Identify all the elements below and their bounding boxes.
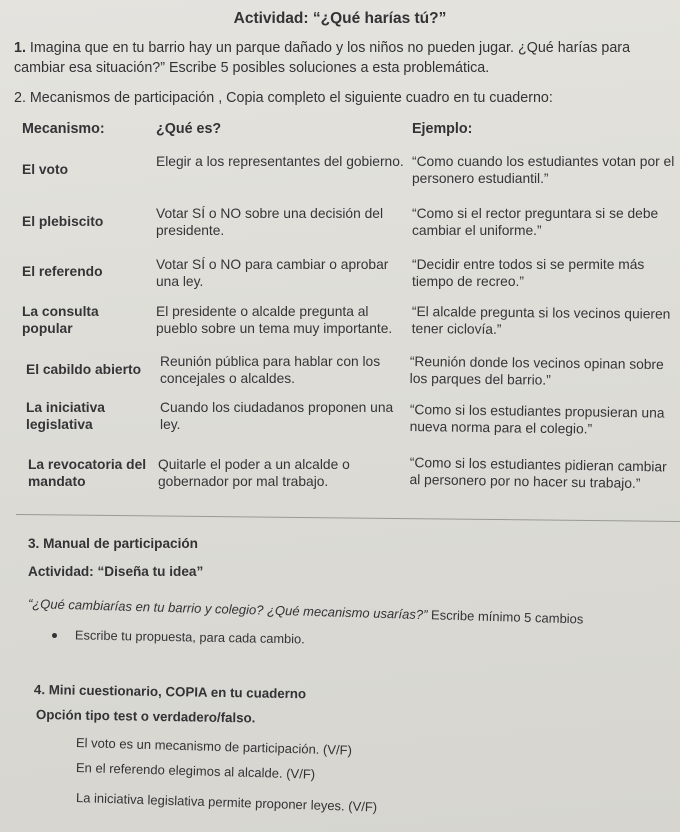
row-mechanism: La iniciativa legislativa	[26, 400, 105, 432]
bullet-dot-icon	[52, 633, 57, 638]
row-example: “Reunión donde los vecinos opinan sobre los parques del barrio.”	[409, 353, 664, 388]
row-mechanism: El voto	[22, 162, 68, 177]
item-2-text: 2. Mecanismos de participación , Copia completo el siguiente cuadro en tu cuaderno:	[14, 90, 553, 106]
row-example: “Como si los estudiantes propusieran una nueva norma para el colegio.”	[409, 401, 665, 437]
row-description: Quitarle el poder a un alcalde o gobernador por mal trabajo.	[158, 457, 350, 489]
section-4-heading: 4. Mini cuestionario, COPIA en tu cuaderno	[33, 682, 307, 702]
section-3-activity: Actividad: “Diseña tu idea”	[28, 564, 204, 579]
row-mechanism: El plebiscito	[22, 214, 104, 229]
list-item	[52, 627, 305, 646]
row-example: “Como cuando los estudiantes votan por el personero estudiantil.”	[412, 154, 675, 186]
header-example: Ejemplo:	[412, 121, 473, 137]
row-description: Reunión pública para hablar con los concejales o alcaldes.	[160, 354, 381, 386]
row-example: “Como si los estudiantes pidieran cambiar al personero por no hacer su trabajo.”	[409, 454, 667, 492]
row-description: Votar SÍ o NO para cambiar o aprobar una ley.	[156, 257, 389, 289]
section-3-instruction	[28, 596, 680, 629]
section-divider	[16, 514, 680, 522]
row-description: Elegir a los representantes del gobierno.	[156, 154, 404, 169]
row-description: El presidente o alcalde pregunta al pueblo sobre un tema muy importante.	[156, 304, 393, 336]
row-mechanism: La consulta popular	[22, 304, 99, 336]
item-1-text: Imagina que en tu barrio hay un parque dañado y los niños no pueden jugar. ¿Qué harías para cambiar esa situación?” Escribe 5 posibles soluciones a esta problemática.	[14, 40, 631, 76]
section-3-heading: 3. Manual de participación	[28, 536, 198, 551]
quiz-question: En el referendo elegimos al alcalde. (V/F)	[75, 760, 316, 782]
row-description: Votar SÍ o NO sobre una decisión del presidente.	[156, 206, 384, 238]
item-1	[14, 38, 674, 78]
row-example: “Decidir entre todos si se permite más tiempo de recreo.”	[412, 257, 645, 289]
row-mechanism: El cabildo abierto	[26, 362, 141, 377]
section-4-subheading: Opción tipo test o verdadero/falso.	[35, 707, 256, 726]
row-mechanism: La revocatoria del mandato	[28, 457, 147, 489]
section-3-quote-tail: Escribe mínimo 5 cambios	[430, 607, 584, 627]
header-what: ¿Qué es?	[156, 121, 222, 137]
item-1-number: 1.	[14, 40, 26, 56]
worksheet-title: Actividad: “¿Qué harías tú?”	[233, 10, 447, 27]
row-mechanism: El referendo	[22, 264, 103, 279]
bullet-text: Escribe tu propuesta, para cada cambio.	[74, 627, 305, 647]
section-3-quote: “¿Qué cambiarías en tu barrio y colegio? ¿Qué mecanismo usarías?”	[27, 596, 428, 623]
row-example: “Como si el rector preguntara si se debe cambiar el uniforme.”	[412, 206, 659, 238]
row-example: “El alcalde pregunta si los vecinos quieren tener ciclovía.”	[411, 303, 671, 337]
row-description: Cuando los ciudadanos proponen una ley.	[160, 400, 394, 432]
quiz-question: El voto es un mecanismo de participación. (V/F)	[75, 735, 353, 758]
quiz-question: La iniciativa legislativa permite proponer leyes. (V/F)	[75, 790, 378, 815]
header-mechanism: Mecanismo:	[22, 121, 105, 137]
